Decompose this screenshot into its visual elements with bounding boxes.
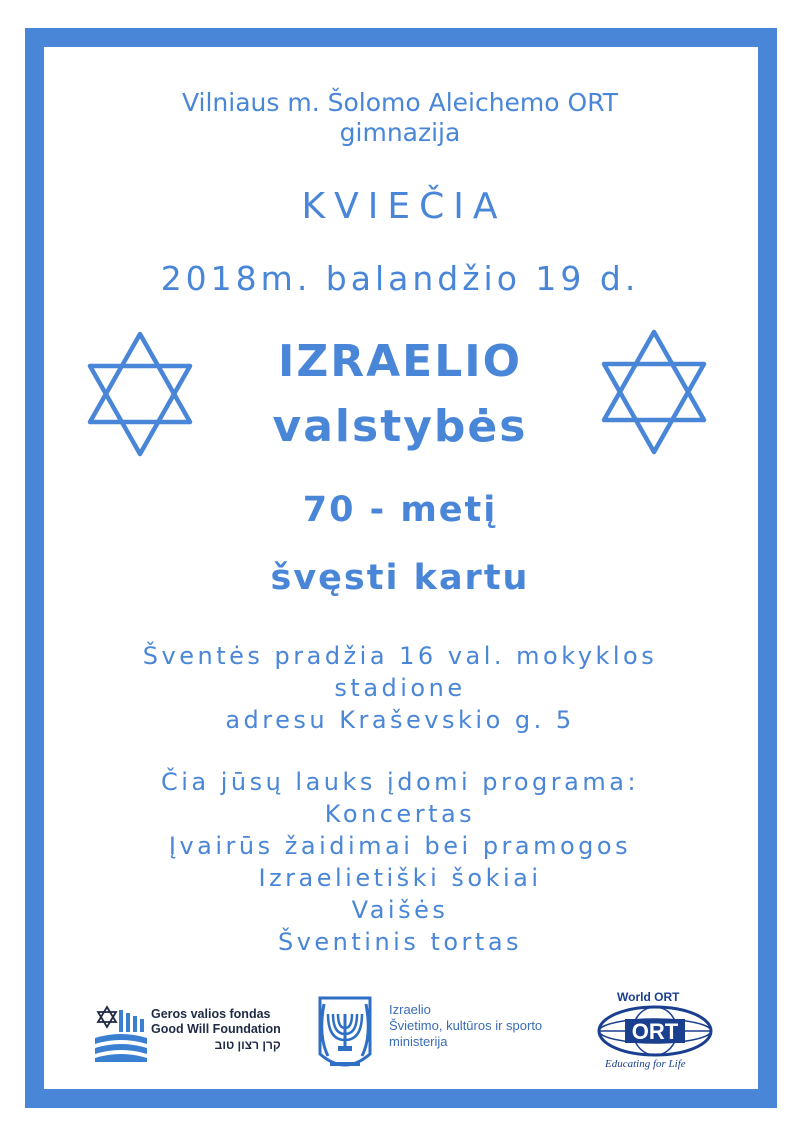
ministry-logo — [314, 996, 594, 1076]
title-line1: IZRAELIO — [277, 336, 523, 387]
ort-top-label: World ORT — [617, 990, 680, 1004]
program-item: Izraelietiški šokiai — [258, 864, 542, 892]
ministry-line2: Švietimo, kultūros ir sporto — [389, 1018, 543, 1033]
title-line2: valstybės — [272, 401, 528, 452]
program-list — [0, 766, 800, 958]
school-name — [0, 88, 800, 148]
venue-line1: Šventės pradžia 16 val. mokyklos — [142, 642, 658, 670]
ministry-line3: ministerija — [389, 1034, 448, 1049]
title-line4: švęsti kartu — [270, 558, 530, 598]
goodwill-name-he: קרן רצון טוב — [214, 1038, 281, 1052]
invites-heading: KVIEČIA — [301, 186, 507, 227]
program-intro: Čia jūsų lauks įdomi programa: — [160, 768, 640, 796]
program-item: Įvairūs žaidimai bei pramogos — [168, 832, 632, 860]
school-name-line1: Vilniaus m. Šolomo Aleichemo ORT — [181, 88, 619, 117]
program-item: Vaišės — [351, 896, 449, 924]
goodwill-emblem-icon — [95, 1004, 147, 1062]
event-date: 2018m. balandžio 19 d. — [160, 259, 640, 298]
venue-line2: stadione — [334, 674, 466, 702]
program-item: Koncertas — [324, 800, 476, 828]
menorah-emblem-icon — [314, 996, 376, 1076]
ort-mark-text: ORT — [631, 1019, 679, 1044]
program-item: Šventinis tortas — [277, 928, 523, 956]
world-ort-logo — [595, 990, 715, 1075]
title-line3: 70 - metį — [302, 490, 498, 530]
venue-info — [0, 640, 800, 736]
venue-line3: adresu Kraševskio g. 5 — [225, 706, 575, 734]
goodwill-name-en: Good Will Foundation — [151, 1022, 281, 1036]
ministry-line1: Izraelio — [389, 1002, 431, 1017]
goodwill-name-lt: Geros valios fondas — [151, 1007, 271, 1021]
ort-globe-icon — [595, 1004, 715, 1058]
goodwill-foundation-logo — [95, 1002, 315, 1064]
ort-tagline: Educating for Life — [605, 1058, 686, 1070]
school-name-line2: gimnazija — [339, 118, 461, 147]
